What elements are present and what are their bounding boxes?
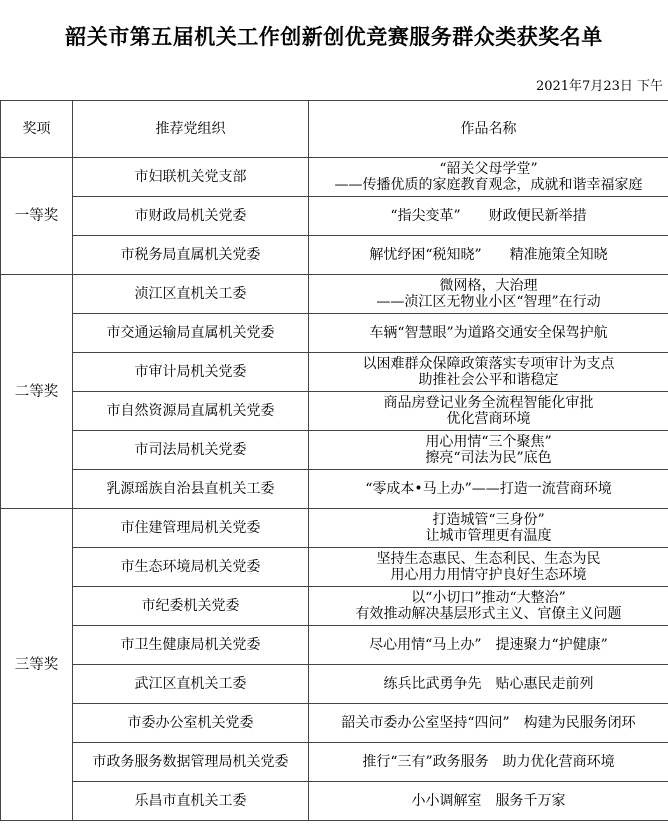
work-title-line: 打造城管“三身份” xyxy=(432,512,545,528)
work-title-cell xyxy=(309,236,668,275)
organization-cell: 市审计局机关党委 xyxy=(73,353,309,392)
table-row xyxy=(1,470,668,509)
work-title-cell xyxy=(309,470,668,509)
work-title-cell xyxy=(309,158,668,197)
table-row xyxy=(1,392,668,431)
date-label: 2021年7月23日 下午 xyxy=(535,79,663,94)
table-row xyxy=(1,158,668,197)
organization-cell: 市纪委机关党委 xyxy=(73,587,309,626)
work-title-line: 有效推动解决基层形式主义、官僚主义问题 xyxy=(355,606,622,622)
work-title-line: 以“小切口”推动“大整治” xyxy=(411,590,566,606)
table-row xyxy=(1,587,668,626)
organization-cell: 市自然资源局直属机关党委 xyxy=(73,392,309,431)
table-row xyxy=(1,197,668,236)
work-title-line: 坚持生态惠民、生态利民、生态为民 xyxy=(376,551,601,567)
organization-cell: 市卫生健康局机关党委 xyxy=(73,626,309,665)
work-title-cell xyxy=(309,197,668,236)
work-title-cell xyxy=(309,587,668,626)
work-title-line: ——浈江区无物业小区“智理”在行动 xyxy=(376,294,601,310)
work-title-cell xyxy=(309,548,668,587)
work-title-cell xyxy=(309,743,668,782)
organization-cell: 市财政局机关党委 xyxy=(73,197,309,236)
work-title-cell xyxy=(309,704,668,743)
organization-cell: 武江区直机关工委 xyxy=(73,665,309,704)
organization-cell: 市政务服务数据管理局机关党委 xyxy=(73,743,309,782)
work-title-line: 尽心用情“马上办” 提速聚力“护健康” xyxy=(369,637,608,653)
work-title-line: 解忧纾困“税知晓” 精准施策全知晓 xyxy=(369,247,608,263)
header-organization: 推荐党组织 xyxy=(73,101,309,158)
organization-cell: 市生态环境局机关党委 xyxy=(73,548,309,587)
award-level: 三等奖 xyxy=(1,509,73,821)
organization-cell: 浈江区直机关工委 xyxy=(73,275,309,314)
work-title-line: 练兵比武勇争先 贴心惠民走前列 xyxy=(383,676,594,692)
organization-cell: 市住建管理局机关党委 xyxy=(73,509,309,548)
work-title-line: 擦亮“司法为民”底色 xyxy=(425,450,552,466)
work-title-line: 车辆“智慧眼”为道路交通安全保驾护航 xyxy=(369,325,608,341)
work-title-cell xyxy=(309,314,668,353)
table-header-row xyxy=(1,101,668,158)
work-title-line: 用心用情“三个聚焦” xyxy=(425,434,552,450)
work-title-line: 推行“三有”政务服务 助力优化营商环境 xyxy=(362,754,615,770)
header-award: 奖项 xyxy=(1,101,73,158)
work-title-line: 小小调解室 服务千万家 xyxy=(411,793,566,809)
work-title-line: 让城市管理更有温度 xyxy=(425,528,552,544)
table-row xyxy=(1,314,668,353)
table-row xyxy=(1,275,668,314)
work-title-line: 以困难群众保障政策落实专项审计为支点 xyxy=(362,356,615,372)
work-title-line: ——传播优质的家庭教育观念，成就和谐幸福家庭 xyxy=(334,177,643,193)
work-title-line: “韶关父母学堂” xyxy=(439,161,538,177)
work-title-cell xyxy=(309,275,668,314)
organization-cell: 市交通运输局直属机关党委 xyxy=(73,314,309,353)
award-level: 二等奖 xyxy=(1,275,73,509)
work-title-line: “指尖变革” 财政便民新举措 xyxy=(390,208,587,224)
work-title-line: 商品房登记业务全流程智能化审批 xyxy=(383,395,594,411)
award-level: 一等奖 xyxy=(1,158,73,275)
table-row xyxy=(1,782,668,821)
table-row xyxy=(1,704,668,743)
work-title-line: 韶关市委办公室坚持“四问” 构建为民服务闭环 xyxy=(341,715,636,731)
table-row xyxy=(1,431,668,470)
work-title-cell xyxy=(309,431,668,470)
work-title-line: “零成本•马上办”——打造一流营商环境 xyxy=(365,481,612,497)
work-title-line: 优化营商环境 xyxy=(446,411,531,427)
work-title-line: 用心用力用情守护良好生态环境 xyxy=(390,567,587,583)
work-title-cell xyxy=(309,626,668,665)
table-row xyxy=(1,665,668,704)
work-title-cell xyxy=(309,392,668,431)
award-table xyxy=(0,100,668,821)
organization-cell: 市税务局直属机关党委 xyxy=(73,236,309,275)
work-title-line: 微网格，大治理 xyxy=(439,278,538,294)
header-work-title: 作品名称 xyxy=(309,101,668,158)
table-row xyxy=(1,548,668,587)
work-title-cell xyxy=(309,665,668,704)
organization-cell: 乐昌市直机关工委 xyxy=(73,782,309,821)
table-row xyxy=(1,509,668,548)
organization-cell: 乳源瑶族自治县直机关工委 xyxy=(73,470,309,509)
table-row xyxy=(1,743,668,782)
table-row xyxy=(1,626,668,665)
work-title-cell xyxy=(309,353,668,392)
organization-cell: 市委办公室机关党委 xyxy=(73,704,309,743)
table-row xyxy=(1,353,668,392)
organization-cell: 市妇联机关党支部 xyxy=(73,158,309,197)
table-row xyxy=(1,236,668,275)
work-title-cell xyxy=(309,782,668,821)
work-title-line: 助推社会公平和谐稳定 xyxy=(418,372,559,388)
organization-cell: 市司法局机关党委 xyxy=(73,431,309,470)
page-title: 韶关市第五届机关工作创新创优竞赛服务群众类获奖名单 xyxy=(65,25,603,49)
work-title-cell xyxy=(309,509,668,548)
